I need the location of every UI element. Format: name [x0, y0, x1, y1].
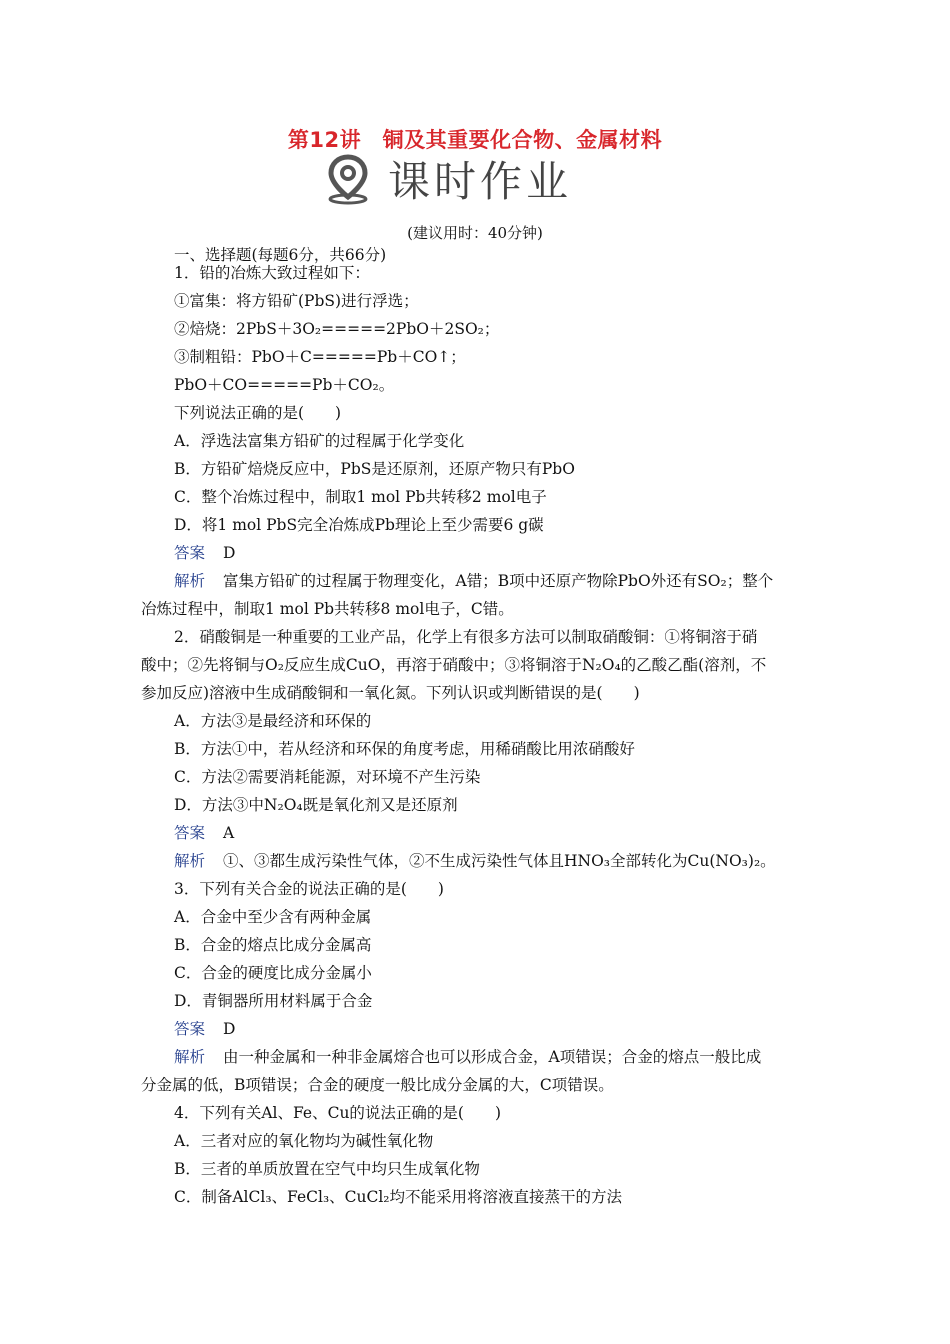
text-line: D．方法③中N₂O₄既是氧化剂又是还原剂	[174, 796, 458, 814]
text-line: B．方铅矿焙烧反应中，PbS是还原剂，还原产物只有PbO	[174, 460, 575, 478]
text-line: 酸中；②先将铜与O₂反应生成CuO，再溶于硝酸中；③将铜溶于N₂O₄的乙酸乙酯(溶剂，不	[141, 656, 767, 674]
text-line: A．三者对应的氧化物均为碱性氧化物	[174, 1132, 434, 1150]
explanation-line	[174, 1047, 761, 1067]
line-tag: 答案	[174, 824, 206, 842]
text-line: 参加反应)溶液中生成硝酸铜和一氧化氮。下列认识或判断错误的是( )	[141, 684, 640, 702]
text-line: A．方法③是最经济和环保的	[174, 712, 372, 730]
text-line: A．合金中至少含有两种金属	[174, 908, 372, 926]
line-text: ①、③都生成污染性气体，②不生成污染性气体且HNO₃全部转化为Cu(NO₃)₂。	[223, 852, 776, 870]
line-tag: 答案	[174, 1020, 206, 1038]
explanation-line	[174, 571, 773, 591]
answer-line	[174, 543, 235, 563]
answer-line	[174, 823, 234, 843]
text-line: 下列说法正确的是( )	[174, 404, 342, 422]
text-line: D．将1 mol PbS完全冶炼成Pb理论上至少需要6 g碳	[174, 516, 544, 534]
text-line: 3．下列有关合金的说法正确的是( )	[174, 880, 444, 898]
line-tag: 解析	[174, 572, 206, 590]
line-text: 由一种金属和一种非金属熔合也可以形成合金，A项错误；合金的熔点一般比成	[223, 1048, 762, 1066]
text-line: C．方法②需要消耗能源，对环境不产生污染	[174, 768, 481, 786]
text-line: B．三者的单质放置在空气中均只生成氧化物	[174, 1160, 480, 1178]
page-title: 第12讲 铜及其重要化合物、金属材料	[287, 128, 663, 152]
banner-text: 课时作业	[388, 157, 573, 206]
text-line: B．方法①中，若从经济和环保的角度考虑，用稀硝酸比用浓硝酸好	[174, 740, 635, 758]
line-text: 富集方铅矿的过程属于物理变化，A错；B项中还原产物除PbO外还有SO₂；整个	[223, 572, 774, 590]
line-text: D	[223, 1020, 236, 1038]
time-note: (建议用时：40分钟)	[407, 224, 543, 242]
text-line: ②焙烧：2PbS＋3O₂=====2PbO＋2SO₂；	[174, 320, 500, 338]
section-heading: 一、选择题(每题6分，共66分)	[174, 246, 387, 264]
text-line: B．合金的熔点比成分金属高	[174, 936, 372, 954]
text-line: 冶炼过程中，制取1 mol Pb共转移8 mol电子，C错。	[141, 600, 514, 618]
line-tag: 答案	[174, 544, 206, 562]
text-line: ①富集：将方铅矿(PbS)进行浮选；	[174, 292, 419, 310]
line-tag: 解析	[174, 1048, 206, 1066]
answer-line	[174, 1019, 235, 1039]
text-line: D．青铜器所用材料属于合金	[174, 992, 373, 1010]
text-line: PbO＋CO=====Pb＋CO₂。	[174, 376, 395, 394]
line-tag: 解析	[174, 852, 206, 870]
line-text: A	[223, 824, 235, 842]
text-line: ③制粗铅：PbO＋C=====Pb＋CO↑；	[174, 348, 466, 366]
text-line: 1．铅的冶炼大致过程如下：	[174, 264, 370, 282]
text-line: 4．下列有关Al、Fe、Cu的说法正确的是( )	[174, 1104, 502, 1122]
text-line: 分金属的低，B项错误；合金的硬度一般比成分金属的大，C项错误。	[141, 1076, 614, 1094]
text-line: C．整个冶炼过程中，制取1 mol Pb共转移2 mol电子	[174, 488, 547, 506]
explanation-line	[174, 851, 776, 871]
text-line: C．制备AlCl₃、FeCl₃、CuCl₂均不能采用将溶液直接蒸干的方法	[174, 1188, 623, 1206]
text-line: C．合金的硬度比成分金属小	[174, 964, 372, 982]
text-line: 2．硝酸铜是一种重要的工业产品，化学上有很多方法可以制取硝酸铜：①将铜溶于硝	[174, 628, 758, 646]
text-line: A．浮选法富集方铅矿的过程属于化学变化	[174, 432, 465, 450]
line-text: D	[223, 544, 236, 562]
